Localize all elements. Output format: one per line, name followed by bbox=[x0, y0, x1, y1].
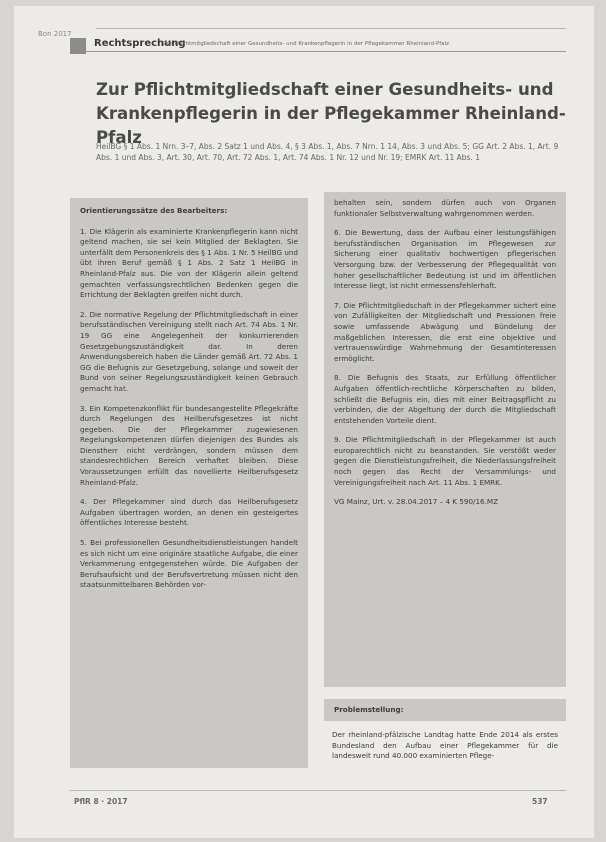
section-subtitle: Zur Pflichtmitgliedschaft einer Gesundheits- und Krankenpflegerin in der Pflegekammer Rheinland-Pfalz bbox=[163, 41, 449, 47]
orientation-paragraph: behalten sein, sondern dürfen auch von Organen funktionaler Selbstverwaltung wahrgenommen werden. bbox=[334, 198, 556, 218]
orientation-paragraph: 9. Die Pflichtmitgliedschaft in der Pflegekammer ist auch europarechtlich nicht zu beanstanden. Sie verstößt weder gegen die Dienstleistungsfreiheit, die Niederlassungsfreiheit noch gegen das Recht der Versammlungs- und Vereinigungsfreiheit nach Art. 11 Abs. 1 EMRK. bbox=[334, 435, 556, 487]
orientation-box bbox=[70, 198, 308, 768]
page-number: 537 bbox=[532, 797, 548, 806]
section-marker bbox=[70, 38, 86, 54]
footer-journal: PflR 8 · 2017 bbox=[74, 797, 128, 806]
orientation-paragraph: 4. Der Pflegekammer sind durch das Heilberufsgesetz Aufgaben übertragen worden, an denen ein gesteigertes öffentliches Interesse besteht. bbox=[80, 497, 298, 528]
problem-text: Der rheinland-pfälzische Landtag hatte Ende 2014 als erstes Bundesland den Aufbau einer Pflegekammer für die landesweit rund 40.000 examinierten Pflege- bbox=[332, 730, 558, 761]
orientation-heading: Orientierungssätze des Bearbeiters: bbox=[80, 206, 228, 215]
top-rule bbox=[96, 28, 566, 29]
orientation-paragraph: 5. Bei professionellen Gesundheitsdienstleistungen handelt es sich nicht um eine originäre staatliche Aufgabe, die einer Verkammerung entgegenstehen würde. Die Aufgaben der Berufsaufsicht und der Berufsvertretung müssen nicht den staatsunmittelbaren Behörden vor- bbox=[80, 538, 298, 590]
orientation-paragraph: 3. Ein Kompetenzkonflikt für bundesangestellte Pflegekräfte durch Regelungen des Heilberufsgesetzes ist nicht gegeben. Die der Pflegekammer zugewiesenen Regelungskompetenzen dürfen diejenigen des Bundes als Dienstherr nicht verdrängen, sondern müssen dem standesrechtlichen Bereich verhaftet bleiben. Diese Voraussetzungen erfüllt das novellierte Heilberufsgesetz Rheinland-Pfalz. bbox=[80, 403, 298, 487]
orientation-paragraph: 2. Die normative Regelung der Pflichtmitgliedschaft in einer berufsständischen Vereinigung stellt nach Art. 74 Abs. 1 Nr. 19 GG eine Angelegenheit der konkurrierenden Gesetzgebungszuständigkeit dar. In deren Anwendungsbereich haben die Länder gemäß Art. 72 Abs. 1 GG die Befugnis zur Gesetzgebung, solange und soweit der Bund von seiner Regelungszuständigkeit keinen Gebrauch gemacht hat. bbox=[80, 309, 298, 393]
article-title: Zur Pflichtmitgliedschaft einer Gesundheits- und Krankenpflegerin in der Pflegekammer Rheinland-Pfalz bbox=[96, 80, 566, 147]
orientation-box-continued bbox=[324, 192, 566, 687]
problem-heading: Problemstellung: bbox=[324, 699, 566, 721]
orientation-paragraph: 7. Die Pflichtmitgliedschaft in der Pflegekammer sichert eine von Zufälligkeiten der Mitgliedschaft und Pressionen freie sowie umfassende Abwägung und Bündelung der maßgeblichen Interessen, die erst eine objektive und vertrauenswürdige Wahrnehmung der Gesamtinteressen ermöglicht. bbox=[334, 300, 556, 363]
issue-date: Bon 2017 bbox=[38, 30, 72, 38]
legal-citation: HeilBG § 1 Abs. 1 Nrn. 3–7, Abs. 2 Satz 1 und Abs. 4, § 3 Abs. 1, Abs. 7 Nrn. 1 14, Abs. 3 und Abs. 5; GG Art. 2 Abs. 1, Art. 9 Abs. 1 und Abs. 3, Art. 30, Art. 70, Art. 72 Abs. 1, Art. 74 Abs. 1 Nr. 12 und Nr. 19; EMRK Art. 11 Abs. 1 bbox=[96, 142, 559, 162]
orientation-paragraph: 6. Die Bewertung, dass der Aufbau einer leistungsfähigen berufsständischen Organisation im Pflegewesen zur Sicherung einer qualitativ hochwertigen pflegerischen Versorgung bzw. der Verbesserung der Pflegequalität von hoher gesellschaftlicher Bedeutung ist und im öffentlichen Interesse liegt, ist nicht ermessensfehlerhaft. bbox=[334, 228, 556, 291]
orientation-paragraph: 8. Die Befugnis des Staats, zur Erfüllung öffentlicher Aufgaben öffentlich-rechtliche Körperschaften zu bilden, schließt die Befugnis ein, dies mit einer Beitragspflicht zu verbinden, die der Abgeltung der durch die Mitgliedschaft entstehenden Vorteile dient. bbox=[334, 373, 556, 425]
court-reference: VG Mainz, Urt. v. 28.04.2017 – 4 K 590/16.MZ bbox=[334, 497, 499, 507]
bottom-rule bbox=[70, 790, 566, 791]
section-title: Rechtsprechung bbox=[94, 38, 186, 49]
orientation-paragraph: 1. Die Klägerin als examinierte Krankenpflegerin kann nicht geltend machen, sie sei kein Mitglied der Beklagten. Sie unterfällt dem Personenkreis des § 1 Abs. 1 Nr. 5 HeilBG und übt ihren Beruf gemäß § 1 Abs. 2 Satz 1 HeilBG in Rheinland-Pfalz aus. Die von der Klägerin allein geltend gemachten verfassungsrechtlichen Bedenken gegen die Errichtung der Beklagten greifen nicht durch. bbox=[80, 226, 298, 300]
